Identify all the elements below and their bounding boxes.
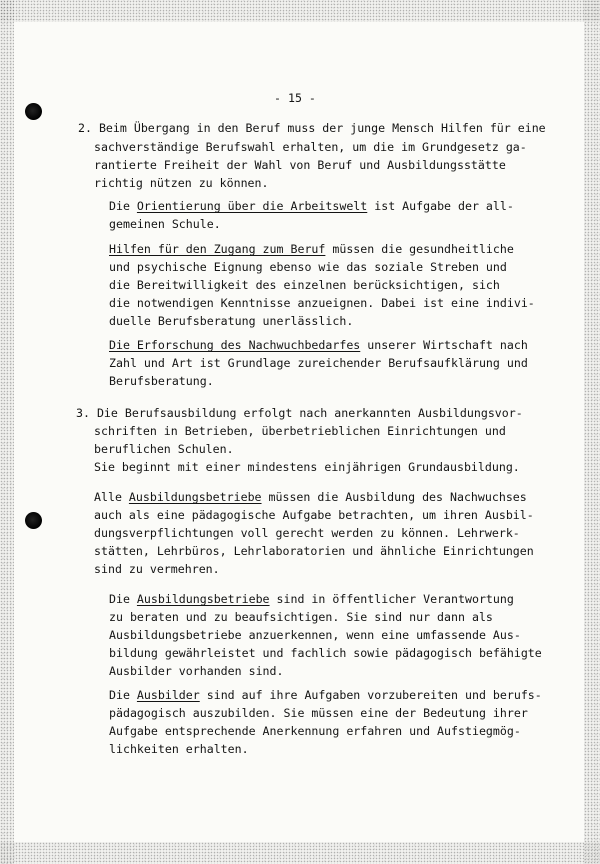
- text-line: [94, 440, 234, 458]
- text-line: [109, 704, 528, 722]
- text-run: Aufgabe entsprechende Anerkennung erfahren und Aufstiegmög-: [109, 724, 521, 738]
- text-run: Ausbilder vorhanden sind.: [109, 664, 284, 678]
- underlined-term: Ausbildungsbetriebe: [136, 592, 270, 606]
- text-line: [109, 626, 521, 644]
- text-run: Zahl und Art ist Grundlage zureichender Berufsaufklärung und: [109, 356, 528, 370]
- text-line: [94, 138, 527, 156]
- text-line: [109, 608, 493, 626]
- text-run: müssen die gesundheitliche: [325, 242, 514, 256]
- underlined-term: Hilfen für den Zugang zum Beruf: [109, 242, 326, 256]
- text-run: sind auf ihre Aufgaben vorzubereiten und berufs-: [199, 688, 542, 702]
- text-run: Die: [109, 199, 137, 213]
- text-line: [109, 240, 514, 258]
- text-line: [94, 422, 506, 440]
- text-line: [78, 119, 546, 137]
- text-line: [76, 404, 523, 422]
- text-run: 3. Die Berufsausbildung erfolgt nach anerkannten Ausbildungsvor-: [76, 406, 523, 420]
- text-run: schriften in Betrieben, überbetrieblichen Einrichtungen und: [94, 424, 506, 438]
- text-line: [109, 740, 249, 758]
- text-run: rantierte Freiheit der Wahl von Beruf und Ausbildungsstätte: [94, 158, 506, 172]
- text-line: [109, 258, 507, 276]
- text-run: auch als eine pädagogische Aufgabe betrachten, um ihren Ausbil-: [94, 508, 534, 522]
- underlined-term: Orientierung über die Arbeitswelt: [136, 199, 368, 213]
- underlined-term: Ausbilder: [136, 688, 200, 702]
- text-line: [94, 506, 534, 524]
- text-run: richtig nützen zu können.: [94, 176, 269, 190]
- text-line: [109, 722, 521, 740]
- text-run: Die: [109, 688, 137, 702]
- text-run: stätten, Lehrbüros, Lehrlaboratorien und ähnliche Einrichtungen: [94, 544, 534, 558]
- text-run: und psychische Eignung ebenso wie das soziale Streben und: [109, 260, 507, 274]
- text-run: gemeinen Schule.: [109, 217, 221, 231]
- text-run: duelle Berufsberatung unerlässlich.: [109, 314, 354, 328]
- page-number: - 15 -: [274, 91, 316, 105]
- text-run: ist Aufgabe der all-: [367, 199, 514, 213]
- text-line: [109, 644, 542, 662]
- text-line: [109, 336, 528, 354]
- text-line: [109, 215, 221, 233]
- text-run: bildung gewährleistet und fachlich sowie pädagogisch befähigte: [109, 646, 542, 660]
- text-run: pädagogisch auszubilden. Sie müssen eine der Bedeutung ihrer: [109, 706, 528, 720]
- text-run: Berufsberatung.: [109, 374, 214, 388]
- text-line: [109, 294, 535, 312]
- text-line: [94, 524, 520, 542]
- text-run: sachverständige Berufswahl erhalten, um die im Grundgesetz ga-: [94, 140, 527, 154]
- text-run: zu beraten und zu beaufsichtigen. Sie sind nur dann als: [109, 610, 493, 624]
- text-line: [94, 156, 506, 174]
- text-run: unserer Wirtschaft nach: [360, 338, 528, 352]
- text-run: Sie beginnt mit einer mindestens einjährigen Grundausbildung.: [94, 460, 520, 474]
- text-line: [109, 590, 514, 608]
- text-run: Alle: [94, 490, 129, 504]
- text-run: die Bereitwilligkeit des einzelnen berücksichtigen, sich: [109, 278, 500, 292]
- text-line: [94, 488, 527, 506]
- text-run: lichkeiten erhalten.: [109, 742, 249, 756]
- text-run: dungsverpflichtungen voll gerecht werden zu können. Lehrwerk-: [94, 526, 520, 540]
- text-line: [94, 560, 220, 578]
- text-line: [94, 542, 534, 560]
- text-line: [94, 458, 520, 476]
- text-line: [109, 354, 528, 372]
- text-line: [109, 686, 542, 704]
- text-run: Ausbildungsbetriebe anzuerkennen, wenn eine umfassende Aus-: [109, 628, 521, 642]
- text-line: [109, 662, 284, 680]
- text-line: [94, 174, 269, 192]
- text-line: [109, 197, 514, 215]
- text-run: die notwendigen Kenntnisse anzueignen. Dabei ist eine indivi-: [109, 296, 535, 310]
- text-run: sind in öffentlicher Verantwortung: [269, 592, 514, 606]
- text-line: [109, 312, 353, 330]
- text-line: [109, 276, 500, 294]
- text-run: müssen die Ausbildung des Nachwuchses: [261, 490, 527, 504]
- text-run: 2. Beim Übergang in den Beruf muss der junge Mensch Hilfen für eine: [78, 121, 546, 135]
- text-run: beruflichen Schulen.: [94, 442, 234, 456]
- underlined-term: Die Erforschung des Nachwuchbedarfes: [109, 338, 361, 352]
- underlined-term: Ausbildungsbetriebe: [128, 490, 262, 504]
- text-run: sind zu vermehren.: [94, 562, 220, 576]
- text-line: [109, 372, 214, 390]
- text-run: Die: [109, 592, 137, 606]
